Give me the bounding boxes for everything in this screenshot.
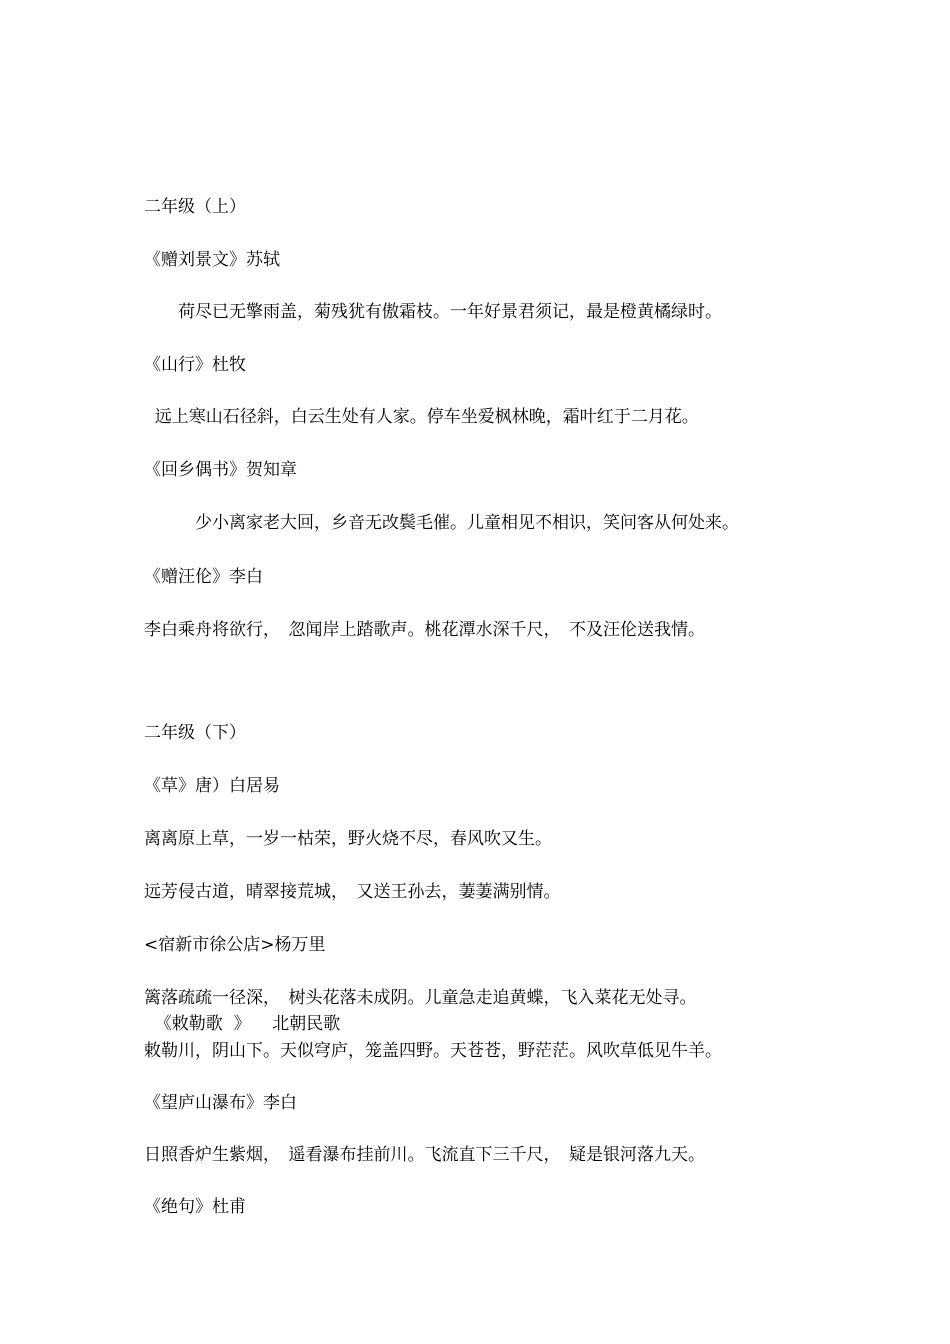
poem-title-zeng-liu-jingwen: 《赠刘景文》苏轼	[144, 250, 280, 270]
poem-title-wang-lushan-pubu: 《望庐山瀑布》李白	[144, 1093, 297, 1113]
poem-text-chi-le-ge: 敕勒川，阴山下。天似穹庐，笼盖四野。天苍苍，野茫茫。风吹草低见牛羊。	[144, 1041, 722, 1061]
poem-title-chi-le-ge: 《敕勒歌 》 北朝民歌	[144, 1014, 341, 1034]
section-heading-grade2-first-term: 二年级（上）	[144, 197, 246, 217]
poem-text-su-xinshi-xu-gongdian: 篱落疏疏一径深， 树头花落未成阴。儿童急走追黄蝶，飞入菜花无处寻。	[144, 988, 697, 1008]
poem-text-cao-line-2: 远芳侵古道，晴翠接荒城， 又送王孙去，萋萋满别情。	[144, 882, 561, 902]
poem-text-zeng-wang-lun: 李白乘舟将欲行， 忽闻岸上踏歌声。桃花潭水深千尺， 不及汪伦送我情。	[144, 620, 705, 640]
poem-text-cao-line-1: 离离原上草，一岁一枯荣，野火烧不尽，春风吹又生。	[144, 829, 552, 849]
section-heading-grade2-second-term: 二年级（下）	[144, 723, 246, 743]
poem-title-su-xinshi-xu-gongdian: <宿新市徐公店>杨万里	[144, 935, 326, 955]
poem-title-hui-xiang-ou-shu: 《回乡偶书》贺知章	[144, 460, 297, 480]
poem-text-hui-xiang-ou-shu: 少小离家老大回，乡音无改鬓毛催。儿童相见不相识，笑问客从何处来。	[144, 513, 739, 533]
poem-title-cao: 《草》唐）白居易	[144, 776, 280, 796]
poem-text-zeng-liu-jingwen: 荷尽已无擎雨盖，菊残犹有傲霜枝。一年好景君须记，最是橙黄橘绿时。	[144, 302, 722, 322]
poem-title-jue-ju: 《绝句》杜甫	[144, 1197, 246, 1217]
poem-text-wang-lushan-pubu: 日照香炉生紫烟， 遥看瀑布挂前川。飞流直下三千尺， 疑是银河落九天。	[144, 1145, 705, 1165]
poem-text-shan-xing: 远上寒山石径斜，白云生处有人家。停车坐爱枫林晚，霜叶红于二月花。	[144, 407, 699, 427]
poem-title-shan-xing: 《山行》杜牧	[144, 355, 246, 375]
poem-title-zeng-wang-lun: 《赠汪伦》李白	[144, 567, 263, 587]
